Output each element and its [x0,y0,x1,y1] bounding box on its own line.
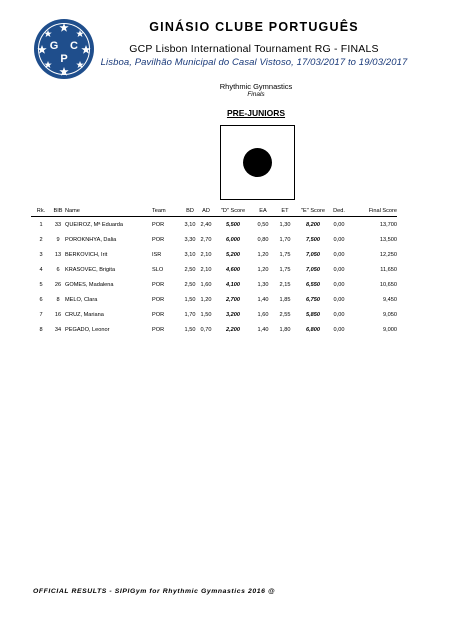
cell-bd: 3,30 [184,236,196,243]
cell-e-score: 6,800 [306,326,320,333]
phase-label: Finals [247,91,265,98]
cell-ea: 1,40 [257,296,269,303]
cell-bib: 34 [54,326,62,333]
cell-bd: 3,10 [184,251,196,258]
cell-bd: 1,50 [184,296,196,303]
table-row [31,247,397,262]
cell-ad: 1,50 [200,311,212,318]
header-e-score: "E" Score [301,208,325,214]
cell-bib: 9 [56,236,60,243]
cell-ded: 0,00 [333,251,345,258]
cell-et: 1,85 [279,296,291,303]
category-label: PRE-JUNIORS [226,108,286,118]
cell-et: 2,55 [279,311,291,318]
cell-ded: 0,00 [333,281,345,288]
event-venue: Lisboa, Pavilhão Municipal do Casal Vistoso, 17/03/2017 to 19/03/2017 [100,57,408,68]
cell-ad: 1,20 [200,296,212,303]
apparatus-box [220,125,295,200]
cell-ded: 0,00 [333,221,345,228]
cell-team: ISR [152,251,162,258]
cell-d-score: 2,200 [226,326,240,333]
cell-ad: 1,60 [200,281,212,288]
header-final-score: Final Score [368,208,397,214]
header-et: ET [281,208,289,214]
cell-ea: 1,30 [257,281,269,288]
cell-e-score: 5,850 [306,311,320,318]
table-row [31,322,397,337]
cell-team: SLO [152,266,164,273]
cell-ea: 0,50 [257,221,269,228]
cell-team: POR [152,221,165,228]
cell-name: CRUZ, Mariana [65,311,104,318]
header-d-score: "D" Score [220,208,246,214]
cell-ad: 2,70 [200,236,212,243]
cell-rank: 7 [39,311,43,318]
cell-et: 2,15 [279,281,291,288]
cell-ad: 2,10 [200,266,212,273]
cell-d-score: 3,200 [226,311,240,318]
cell-d-score: 4,100 [226,281,240,288]
cell-team: POR [152,296,165,303]
table-row [31,292,397,307]
cell-d-score: 4,600 [226,266,240,273]
cell-final: 10,650 [379,281,397,288]
cell-bib: 8 [56,296,60,303]
cell-name: BERKOVICH, Irit [65,251,108,258]
header-bd: BD [186,208,194,214]
header-ded: Ded. [333,208,345,214]
cell-ea: 0,80 [257,236,269,243]
cell-e-score: 6,750 [306,296,320,303]
header-name: Name [65,208,80,214]
cell-ded: 0,00 [333,296,345,303]
cell-d-score: 2,700 [226,296,240,303]
cell-final: 9,050 [383,311,397,318]
discipline-label: Rhythmic Gymnastics [219,82,293,91]
cell-bib: 26 [54,281,62,288]
cell-d-score: 6,000 [226,236,240,243]
cell-et: 1,70 [279,236,291,243]
cell-ded: 0,00 [333,326,345,333]
cell-final: 13,700 [379,221,397,228]
cell-e-score: 6,550 [306,281,320,288]
event-title: GCP Lisbon International Tournament RG - FINALS [129,43,379,55]
club-title: GINÁSIO CLUBE PORTUGUÊS [149,20,359,34]
cell-rank: 1 [39,221,43,228]
header-ea: EA [259,208,267,214]
cell-bd: 1,70 [184,311,196,318]
cell-bd: 2,50 [184,281,196,288]
cell-ded: 0,00 [333,266,345,273]
cell-ad: 2,40 [200,221,212,228]
cell-name: PEGADO, Leonor [65,326,110,333]
cell-rank: 3 [39,251,43,258]
cell-ea: 1,40 [257,326,269,333]
cell-final: 9,000 [383,326,397,333]
cell-rank: 4 [39,266,43,273]
cell-team: POR [152,311,165,318]
table-row [31,307,397,322]
cell-rank: 6 [39,296,43,303]
cell-et: 1,75 [279,251,291,258]
ball-apparatus-icon [243,148,272,177]
cell-final: 11,650 [380,266,397,273]
table-row [31,217,397,233]
cell-e-score: 7,050 [306,251,320,258]
table-row [31,277,397,292]
cell-bib: 16 [54,311,62,318]
cell-team: POR [152,236,165,243]
cell-ded: 0,00 [333,236,345,243]
table-row [31,262,397,277]
cell-rank: 8 [39,326,43,333]
cell-name: POROKNHYA, Dalia [65,236,117,243]
cell-ea: 1,20 [257,266,269,273]
results-header-row [31,206,397,217]
cell-rank: 5 [39,281,43,288]
cell-bd: 2,50 [184,266,196,273]
results-table [31,206,397,337]
cell-final: 9,450 [383,296,397,303]
cell-ded: 0,00 [333,311,345,318]
cell-ad: 0,70 [200,326,212,333]
cell-rank: 2 [39,236,43,243]
header-rank: Rk. [36,208,46,214]
cell-team: POR [152,326,165,333]
cell-name: QUEIROZ, Mª Eduarda [65,221,124,228]
cell-d-score: 5,200 [226,251,240,258]
cell-bib: 13 [54,251,62,258]
cell-name: MELO, Clara [65,296,98,303]
cell-name: GOMES, Madalena [65,281,114,288]
table-row [31,232,397,247]
cell-ad: 2,10 [200,251,212,258]
header-bib: BIB [53,208,63,214]
cell-bd: 1,50 [184,326,196,333]
cell-ea: 1,20 [257,251,269,258]
cell-et: 1,80 [279,326,291,333]
header-ad: AD [202,208,210,214]
logo-letter-c: C [70,40,78,52]
cell-et: 1,75 [279,266,291,273]
footer-note: OFFICIAL RESULTS - SIPIGym for Rhythmic Gymnastics 2016 @ [33,588,276,595]
cell-e-score: 8,200 [306,221,320,228]
cell-et: 1,30 [279,221,291,228]
cell-final: 12,250 [379,251,397,258]
header-team: Team [152,208,166,214]
cell-bib: 6 [56,266,60,273]
cell-name: KRASOVEC, Brigita [65,266,116,273]
cell-team: POR [152,281,165,288]
cell-e-score: 7,050 [306,266,320,273]
cell-ea: 1,60 [257,311,269,318]
cell-bib: 33 [54,221,62,228]
logo-letter-p: P [60,53,68,65]
logo-letter-g: G [49,40,59,52]
cell-e-score: 7,500 [306,236,320,243]
cell-bd: 3,10 [184,221,196,228]
cell-final: 13,500 [379,236,397,243]
cell-d-score: 5,500 [226,221,240,228]
